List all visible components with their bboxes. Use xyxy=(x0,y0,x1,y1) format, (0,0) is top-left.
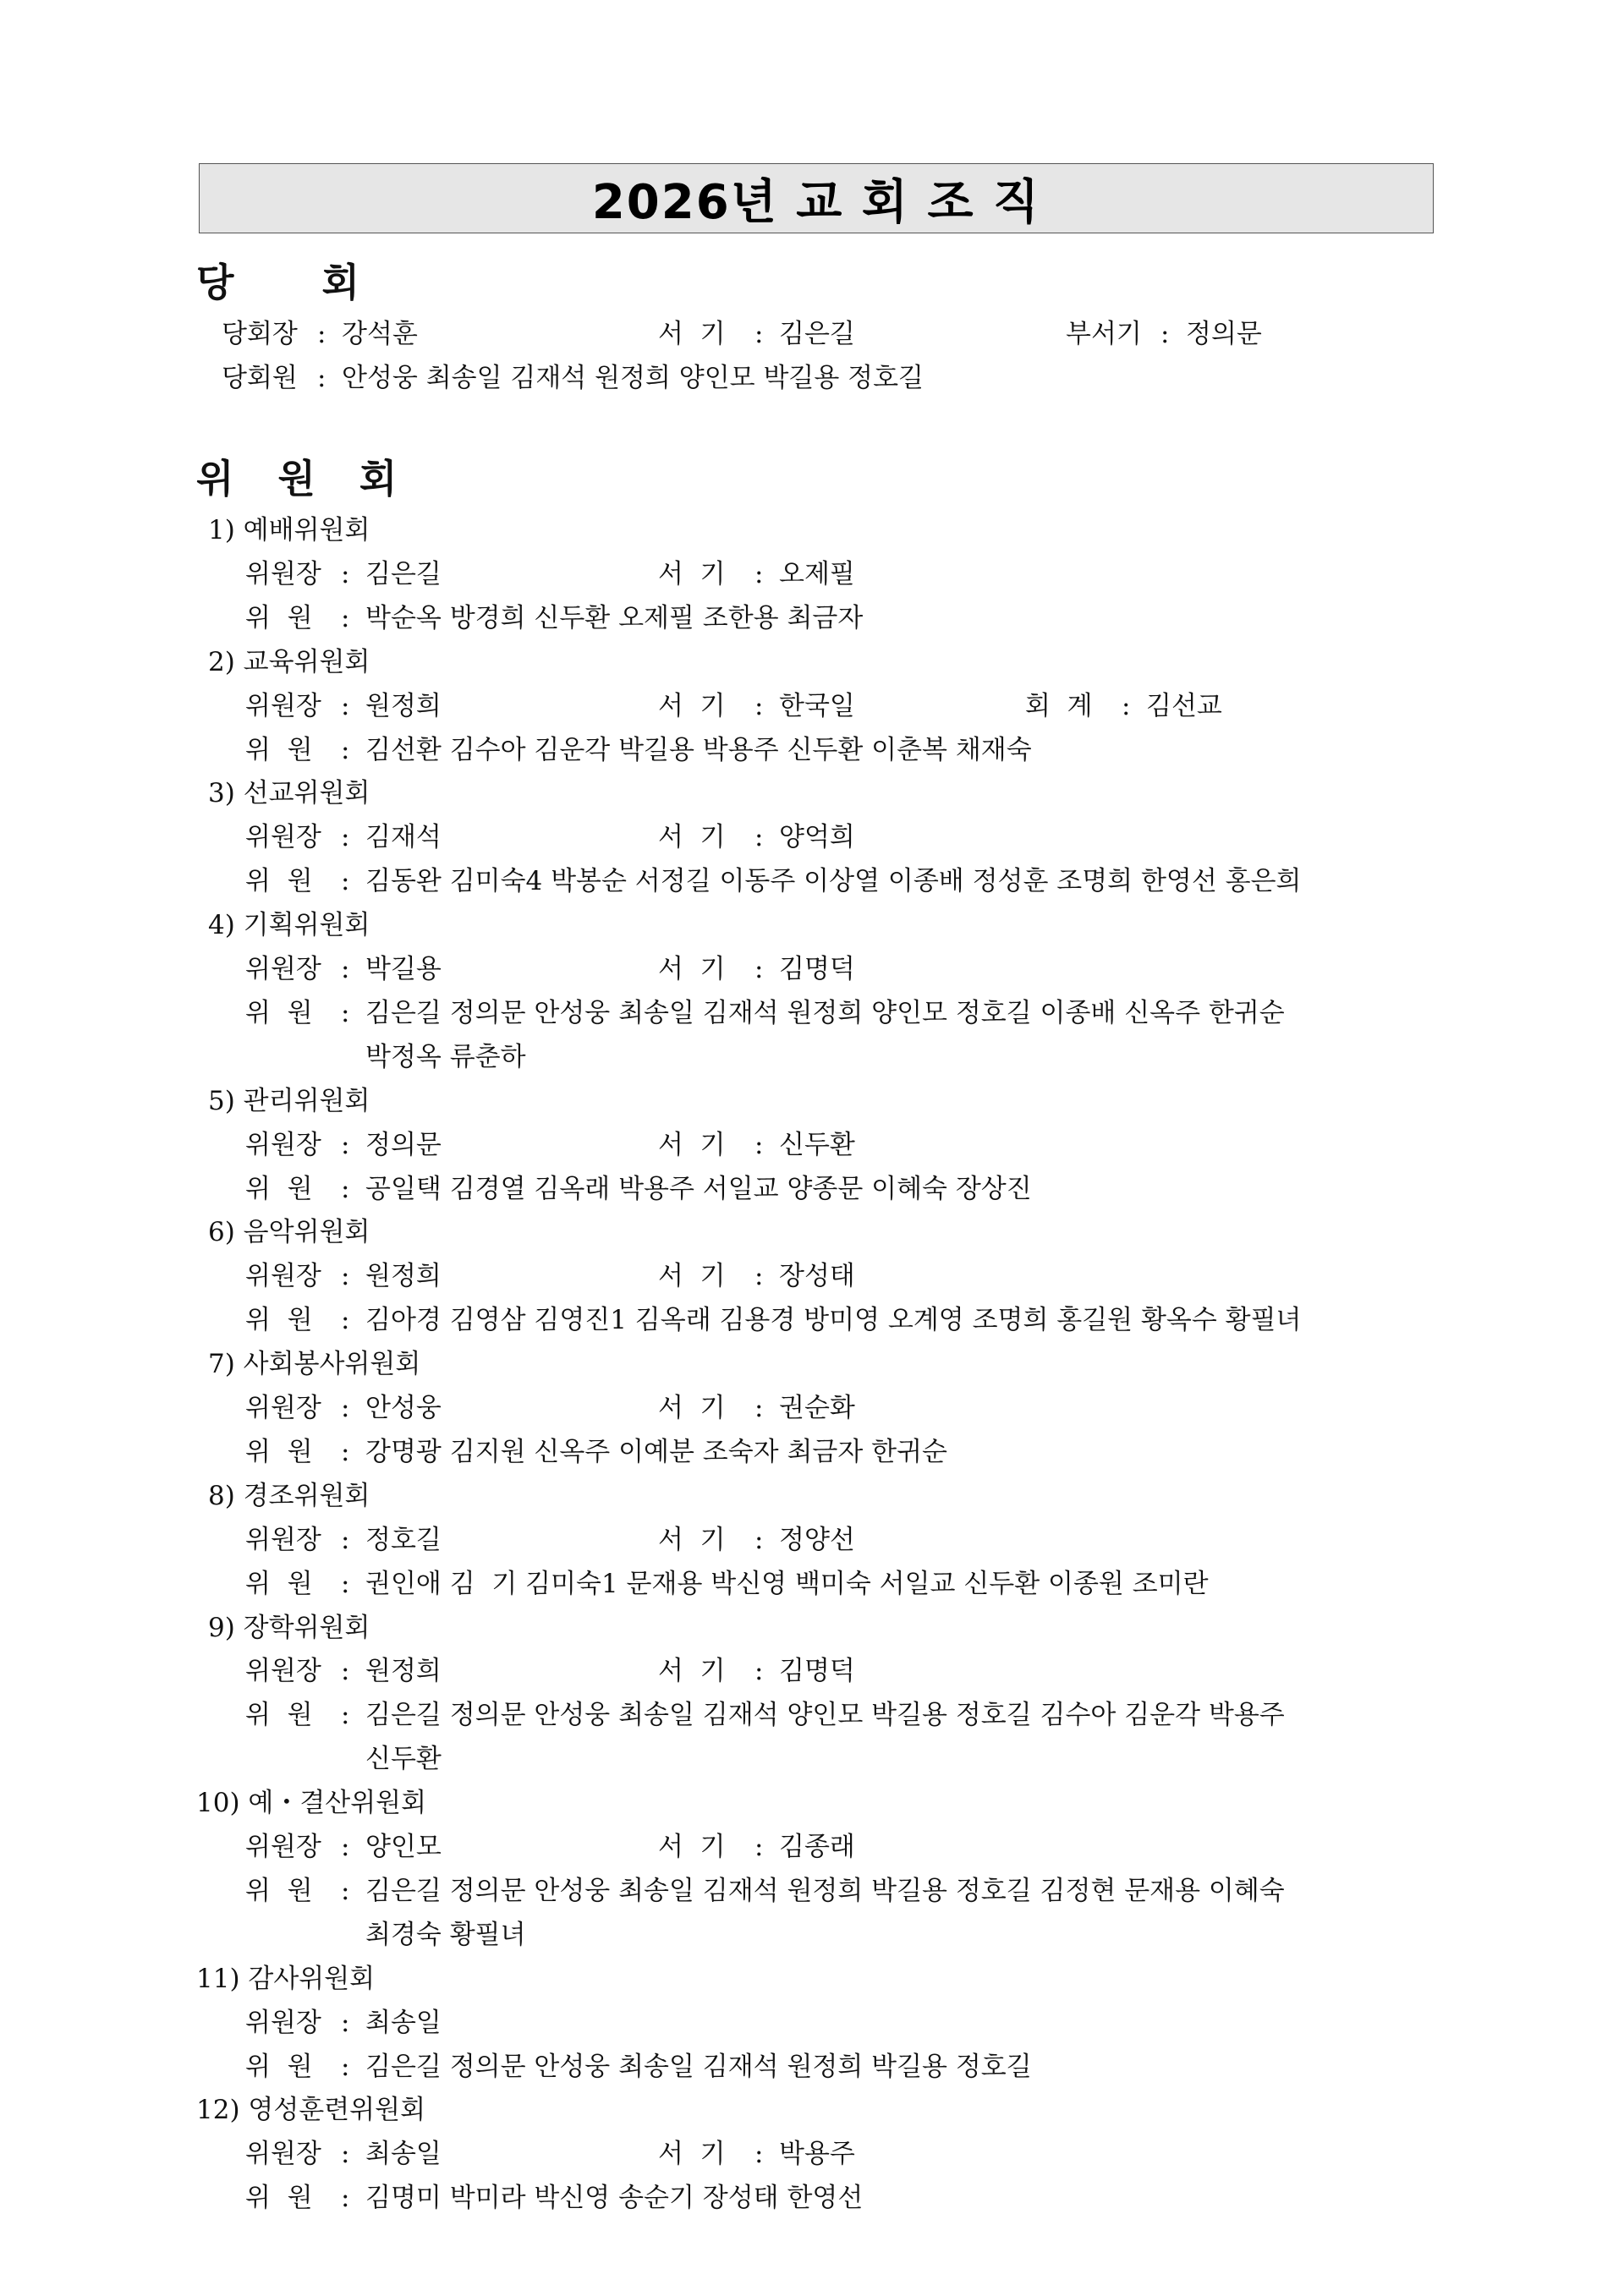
member-label: 위 원 xyxy=(245,1173,313,1204)
session-members: 안성웅 최송일 김재석 원정희 양인모 박길용 정호길 xyxy=(342,363,924,393)
chair-label: 위원장 xyxy=(245,822,321,853)
committee-title: 11) 감사위원회 xyxy=(196,1963,376,1994)
committee-members-row xyxy=(0,597,1624,639)
committee-members-row xyxy=(0,729,1624,771)
committee-officers-row xyxy=(0,1650,1624,1692)
chair-name: 박길용 xyxy=(365,954,442,984)
colon: : xyxy=(754,1129,764,1160)
committee-members-row xyxy=(0,1431,1624,1473)
colon: : xyxy=(341,2139,350,2170)
colon: : xyxy=(754,2139,764,2170)
chair-name: 정의문 xyxy=(365,1129,442,1160)
committee-title: 1) 예배위원회 xyxy=(208,515,370,545)
member-label: 위 원 xyxy=(245,1436,313,1467)
clerk-name: 김명덕 xyxy=(779,954,855,984)
colon: : xyxy=(754,1656,764,1687)
member-label: 위 원 xyxy=(245,1875,313,1906)
member-label: 위 원 xyxy=(245,2183,313,2214)
colon: : xyxy=(754,822,764,853)
moderator-name: 강석훈 xyxy=(342,319,418,349)
colon: : xyxy=(754,1393,764,1423)
committees-heading: 위 원 회 xyxy=(196,456,413,501)
clerk-label: 서 기 xyxy=(658,822,726,853)
member-names: 신두환 xyxy=(365,1744,442,1775)
colon: : xyxy=(341,1261,350,1292)
colon: : xyxy=(754,1524,764,1555)
colon: : xyxy=(754,954,764,984)
clerk-name: 권순화 xyxy=(779,1393,855,1423)
committee-members-row xyxy=(0,860,1624,902)
colon: : xyxy=(341,1656,350,1687)
member-names: 김은길 정의문 안성웅 최송일 김재석 원정희 박길용 정호길 xyxy=(365,2051,1032,2082)
chair-label: 위원장 xyxy=(245,558,321,589)
chair-name: 원정희 xyxy=(365,1656,442,1687)
committee-title: 6) 음악위원회 xyxy=(208,1217,370,1248)
clerk-name: 김종래 xyxy=(779,1832,855,1862)
committee-title: 4) 기획위원회 xyxy=(208,910,370,941)
chair-label: 위원장 xyxy=(245,690,321,721)
title-box xyxy=(199,163,1434,233)
chair-name: 김재석 xyxy=(365,822,442,853)
member-names: 김선환 김수아 김운각 박길용 박용주 신두환 이춘복 채재숙 xyxy=(365,734,1032,765)
committee-members-row xyxy=(0,1738,1624,1780)
chair-label: 위원장 xyxy=(245,1129,321,1160)
colon: : xyxy=(341,1129,350,1160)
member-names: 김은길 정의문 안성웅 최송일 김재석 원정희 박길용 정호길 김정현 문재용 이혜숙 xyxy=(365,1875,1285,1906)
treasurer-name: 김선교 xyxy=(1146,690,1222,721)
colon: : xyxy=(341,954,350,984)
session-heading: 당 회 xyxy=(196,260,380,305)
committee-members-row xyxy=(0,1914,1624,1956)
clerk-name: 정양선 xyxy=(779,1524,855,1555)
colon: : xyxy=(1160,319,1170,349)
committee-title: 10) 예・결산위원회 xyxy=(196,1788,427,1819)
colon: : xyxy=(754,690,764,721)
colon: : xyxy=(341,2183,350,2214)
chair-label: 위원장 xyxy=(245,1393,321,1423)
colon: : xyxy=(341,997,350,1028)
colon: : xyxy=(754,1832,764,1862)
chair-name: 최송일 xyxy=(365,2007,442,2038)
committee-members-row xyxy=(0,2177,1624,2219)
chair-name: 양인모 xyxy=(365,1832,442,1862)
clerk-name: 김은길 xyxy=(779,319,855,349)
colon: : xyxy=(341,1568,350,1599)
document-title: 2026년 교 회 조 직 xyxy=(591,174,1041,230)
colon: : xyxy=(341,1832,350,1862)
chair-label: 위원장 xyxy=(245,2007,321,2038)
committee-officers-row xyxy=(0,816,1624,858)
treasurer-label: 회 계 xyxy=(1025,690,1093,721)
clerk-label: 서 기 xyxy=(658,1832,726,1862)
member-names: 김아경 김영삼 김영진1 김옥래 김용경 방미영 오계영 조명희 홍길원 황옥수 황필녀 xyxy=(365,1305,1302,1336)
member-names: 박순옥 방경희 신두환 오제필 조한용 최금자 xyxy=(365,602,864,633)
colon: : xyxy=(317,363,326,393)
session-officers-row xyxy=(0,313,1624,355)
committee-title: 12) 영성훈련위원회 xyxy=(196,2095,426,2126)
chair-name: 최송일 xyxy=(365,2139,442,2170)
committee-officers-row xyxy=(0,1124,1624,1166)
clerk-name: 김명덕 xyxy=(779,1656,855,1687)
committee-title: 9) 장학위원회 xyxy=(208,1612,370,1643)
committee-title: 8) 경조위원회 xyxy=(208,1480,370,1511)
member-label: 위 원 xyxy=(245,602,313,633)
chair-label: 위원장 xyxy=(245,2139,321,2170)
member-label: 위 원 xyxy=(245,1700,313,1731)
colon: : xyxy=(341,602,350,633)
committee-title: 7) 사회봉사위원회 xyxy=(208,1349,421,1380)
committee-members-row xyxy=(0,1870,1624,1912)
committee-members-row xyxy=(0,1299,1624,1341)
colon: : xyxy=(341,734,350,765)
committee-title: 5) 관리위원회 xyxy=(208,1085,370,1116)
committee-members-row xyxy=(0,992,1624,1034)
member-label: 위 원 xyxy=(245,997,313,1028)
clerk-label: 서 기 xyxy=(658,1656,726,1687)
chair-name: 안성웅 xyxy=(365,1393,442,1423)
colon: : xyxy=(317,319,326,349)
committee-officers-row xyxy=(0,685,1624,727)
colon: : xyxy=(754,558,764,589)
member-label: 위 원 xyxy=(245,734,313,765)
clerk-label: 서 기 xyxy=(658,1393,726,1423)
committee-officers-row xyxy=(0,1255,1624,1297)
chair-name: 김은길 xyxy=(365,558,442,589)
committee-title: 3) 선교위원회 xyxy=(208,778,370,809)
colon: : xyxy=(341,1700,350,1731)
chair-label: 위원장 xyxy=(245,1524,321,1555)
colon: : xyxy=(341,1393,350,1423)
clerk-label: 서 기 xyxy=(658,1261,726,1292)
member-names: 공일택 김경열 김옥래 박용주 서일교 양종문 이혜숙 장상진 xyxy=(365,1173,1032,1204)
colon: : xyxy=(1122,690,1131,721)
member-names: 김은길 정의문 안성웅 최송일 김재석 양인모 박길용 정호길 김수아 김운각 박용주 xyxy=(365,1700,1285,1731)
vice-clerk-label: 부서기 xyxy=(1066,319,1142,349)
member-names: 강명광 김지원 신옥주 이예분 조숙자 최금자 한귀순 xyxy=(365,1436,947,1467)
clerk-name: 양억희 xyxy=(779,822,855,853)
colon: : xyxy=(341,1436,350,1467)
member-names: 김명미 박미라 박신영 송순기 장성태 한영선 xyxy=(365,2183,864,2214)
member-label: 위 원 xyxy=(245,1305,313,1336)
member-label: 위 원 xyxy=(245,2051,313,2082)
committee-officers-row xyxy=(0,2002,1624,2044)
committee-officers-row xyxy=(0,553,1624,595)
clerk-label: 서 기 xyxy=(658,319,726,349)
committee-officers-row xyxy=(0,1519,1624,1561)
colon: : xyxy=(341,690,350,721)
member-names: 박정옥 류춘하 xyxy=(365,1041,526,1072)
colon: : xyxy=(341,822,350,853)
member-names: 권인애 김 기 김미숙1 문재용 박신영 백미숙 서일교 신두환 이종원 조미란 xyxy=(365,1568,1209,1599)
clerk-label: 서 기 xyxy=(658,2139,726,2170)
committee-members-row xyxy=(0,1694,1624,1736)
clerk-name: 한국일 xyxy=(779,690,855,721)
committee-officers-row xyxy=(0,1387,1624,1429)
committee-officers-row xyxy=(0,948,1624,990)
clerk-label: 서 기 xyxy=(658,558,726,589)
colon: : xyxy=(754,1261,764,1292)
committee-members-row xyxy=(0,1563,1624,1605)
colon: : xyxy=(341,2051,350,2082)
chair-label: 위원장 xyxy=(245,1832,321,1862)
colon: : xyxy=(341,1875,350,1906)
colon: : xyxy=(341,558,350,589)
session-members-row xyxy=(0,357,1624,399)
chair-label: 위원장 xyxy=(245,954,321,984)
member-label: 위 원 xyxy=(245,1568,313,1599)
clerk-label: 서 기 xyxy=(658,690,726,721)
colon: : xyxy=(754,319,764,349)
committee-officers-row xyxy=(0,2133,1624,2175)
member-names: 김은길 정의문 안성웅 최송일 김재석 원정희 양인모 정호길 이종배 신옥주 한귀순 xyxy=(365,997,1285,1028)
chair-label: 위원장 xyxy=(245,1656,321,1687)
chair-name: 원정희 xyxy=(365,690,442,721)
clerk-name: 박용주 xyxy=(779,2139,855,2170)
colon: : xyxy=(341,1173,350,1204)
committee-officers-row xyxy=(0,1826,1624,1868)
member-label: 위 원 xyxy=(245,866,313,897)
colon: : xyxy=(341,2007,350,2038)
colon: : xyxy=(341,866,350,897)
committee-members-row xyxy=(0,2046,1624,2088)
committee-title: 2) 교육위원회 xyxy=(208,646,370,677)
chair-label: 위원장 xyxy=(245,1261,321,1292)
members-label: 당회원 xyxy=(222,363,298,393)
clerk-name: 신두환 xyxy=(779,1129,855,1160)
clerk-name: 오제필 xyxy=(779,558,855,589)
moderator-label: 당회장 xyxy=(222,319,298,349)
committee-members-row xyxy=(0,1036,1624,1078)
clerk-label: 서 기 xyxy=(658,954,726,984)
chair-name: 원정희 xyxy=(365,1261,442,1292)
member-names: 최경숙 황필녀 xyxy=(365,1919,526,1950)
clerk-label: 서 기 xyxy=(658,1524,726,1555)
colon: : xyxy=(341,1305,350,1336)
chair-name: 정호길 xyxy=(365,1524,442,1555)
vice-clerk-name: 정의문 xyxy=(1186,319,1262,349)
clerk-label: 서 기 xyxy=(658,1129,726,1160)
colon: : xyxy=(341,1524,350,1555)
member-names: 김동완 김미숙4 박봉순 서정길 이동주 이상열 이종배 정성훈 조명희 한영선 홍은희 xyxy=(365,866,1302,897)
committee-members-row xyxy=(0,1168,1624,1210)
clerk-name: 장성태 xyxy=(779,1261,855,1292)
